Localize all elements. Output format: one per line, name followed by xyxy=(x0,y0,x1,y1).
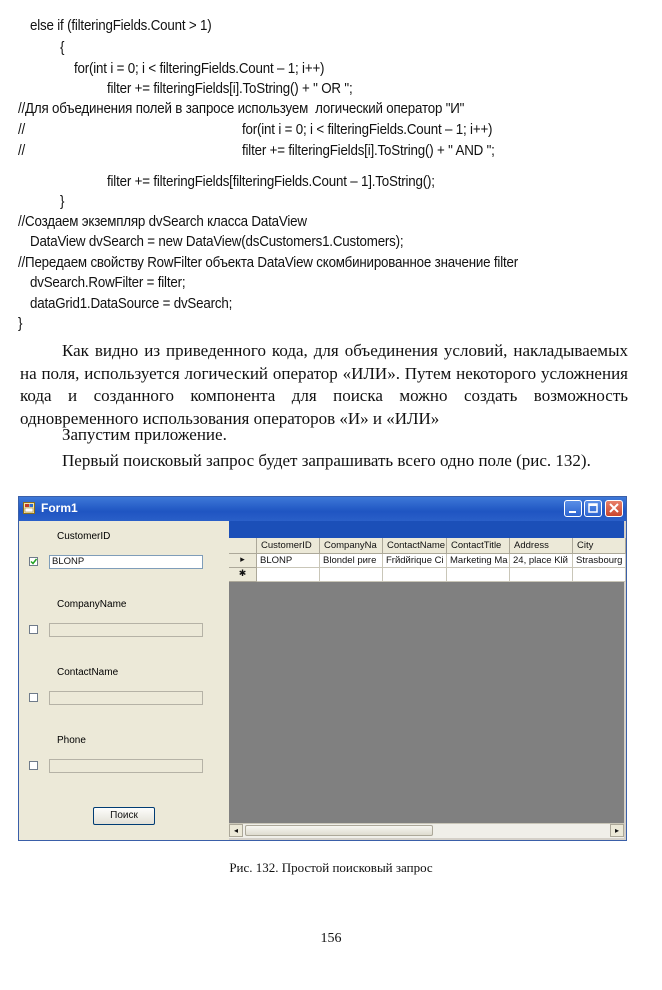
code-line: } xyxy=(18,316,23,332)
code-line: //Для объединения полей в запросе используем логический оператор "И" xyxy=(18,101,465,117)
new-row-cell[interactable] xyxy=(447,568,510,582)
form-window xyxy=(18,496,627,841)
data-grid[interactable] xyxy=(229,521,624,838)
table-cell[interactable]: Blondel pиre xyxy=(320,554,383,568)
close-button[interactable] xyxy=(605,500,623,517)
contactname-input[interactable] xyxy=(49,691,203,705)
maximize-icon xyxy=(585,501,601,516)
code-line: for(int i = 0; i < filteringFields.Count – 1; i++) xyxy=(242,122,493,138)
table-cell[interactable]: Strasbourg xyxy=(573,554,626,568)
checkbox-companyname[interactable] xyxy=(29,625,38,634)
search-button[interactable]: Поиск xyxy=(93,807,155,825)
column-header[interactable]: CustomerID xyxy=(257,538,320,554)
checkbox-customerid[interactable] xyxy=(29,557,38,566)
window-title: Form1 xyxy=(41,501,78,515)
page-number: 156 xyxy=(320,931,342,946)
column-header[interactable]: ContactName xyxy=(383,538,447,554)
column-header[interactable]: CompanyNa xyxy=(320,538,383,554)
checkbox-contactname[interactable] xyxy=(29,693,38,702)
code-line: //Создаем экземпляр dvSearch класса DataView xyxy=(18,214,307,230)
field-label-customerid: CustomerID xyxy=(57,531,111,542)
check-icon xyxy=(30,558,37,565)
figure-caption: Рис. 132. Простой поисковый запрос xyxy=(229,860,433,875)
column-header[interactable]: ContactTitle xyxy=(447,538,510,554)
phone-input[interactable] xyxy=(49,759,203,773)
field-label-phone: Phone xyxy=(57,735,86,746)
grid-rows xyxy=(229,538,624,583)
code-line: //Передаем свойству RowFilter объекта DataView скомбинированное значение filter xyxy=(18,255,519,271)
grid-corner-header xyxy=(229,538,257,554)
code-line: // xyxy=(18,143,26,159)
form-icon xyxy=(23,502,35,514)
code-line: DataView dvSearch = new DataView(dsCustomers1.Customers); xyxy=(30,234,404,250)
horizontal-scrollbar[interactable] xyxy=(229,823,624,838)
maximize-button[interactable] xyxy=(584,500,602,517)
table-cell[interactable]: BLONP xyxy=(257,554,320,568)
table-cell[interactable]: Marketing Ma xyxy=(447,554,510,568)
scroll-left-icon[interactable]: ◂ xyxy=(229,824,243,837)
companyname-input[interactable] xyxy=(49,623,203,637)
column-header[interactable]: Address xyxy=(510,538,573,554)
table-cell[interactable]: 24, place Klй xyxy=(510,554,573,568)
close-icon xyxy=(606,501,622,516)
body-paragraph: Как видно из приведенного кода, для объединения условий, накладываемых на поля, используется логический оператор «ИЛИ». Путем некоторого усложнения кода и созданного компонента для поиска можно создать возможность одновременного использования операторов «И» и «ИЛИ» xyxy=(20,341,628,428)
field-label-companyname: CompanyName xyxy=(57,599,127,610)
new-row-cell[interactable] xyxy=(320,568,383,582)
column-header[interactable]: City xyxy=(573,538,626,554)
code-line: dataGrid1.DataSource = dvSearch; xyxy=(30,296,233,312)
title-bar[interactable] xyxy=(19,497,626,521)
search-panel xyxy=(19,521,229,840)
body-paragraph: Запустим приложение. xyxy=(62,425,227,444)
new-row-cell[interactable] xyxy=(573,568,626,582)
code-line: else if (filteringFields.Count > 1) xyxy=(30,18,212,34)
body-paragraph: Первый поисковый запрос будет запрашивать всего одно поле (рис. 132). xyxy=(62,451,591,470)
new-row-marker[interactable]: ✱ xyxy=(229,568,257,582)
new-row-cell[interactable] xyxy=(383,568,447,582)
customerid-input[interactable]: BLONP xyxy=(49,555,203,569)
new-row-cell[interactable] xyxy=(257,568,320,582)
scroll-thumb[interactable] xyxy=(245,825,433,836)
current-row-marker[interactable]: ▸ xyxy=(229,554,257,568)
scroll-right-icon[interactable]: ▸ xyxy=(610,824,624,837)
minimize-button[interactable] xyxy=(564,500,582,517)
code-line: { xyxy=(60,40,65,56)
code-line: dvSearch.RowFilter = filter; xyxy=(30,275,186,291)
code-line: filter += filteringFields[i].ToString() + " OR "; xyxy=(107,81,353,97)
grid-caption-bar xyxy=(229,521,624,538)
table-cell[interactable]: Frйdйrique Ci xyxy=(383,554,447,568)
checkbox-phone[interactable] xyxy=(29,761,38,770)
new-row-cell[interactable] xyxy=(510,568,573,582)
code-line: for(int i = 0; i < filteringFields.Count – 1; i++) xyxy=(74,61,325,77)
code-line: } xyxy=(60,194,65,210)
code-line: filter += filteringFields[i].ToString() + " AND "; xyxy=(242,143,495,159)
minimize-icon xyxy=(565,501,581,516)
code-line: // xyxy=(18,122,26,138)
field-label-contactname: ContactName xyxy=(57,667,119,678)
code-line: filter += filteringFields[filteringFields.Count – 1].ToString(); xyxy=(107,174,435,190)
